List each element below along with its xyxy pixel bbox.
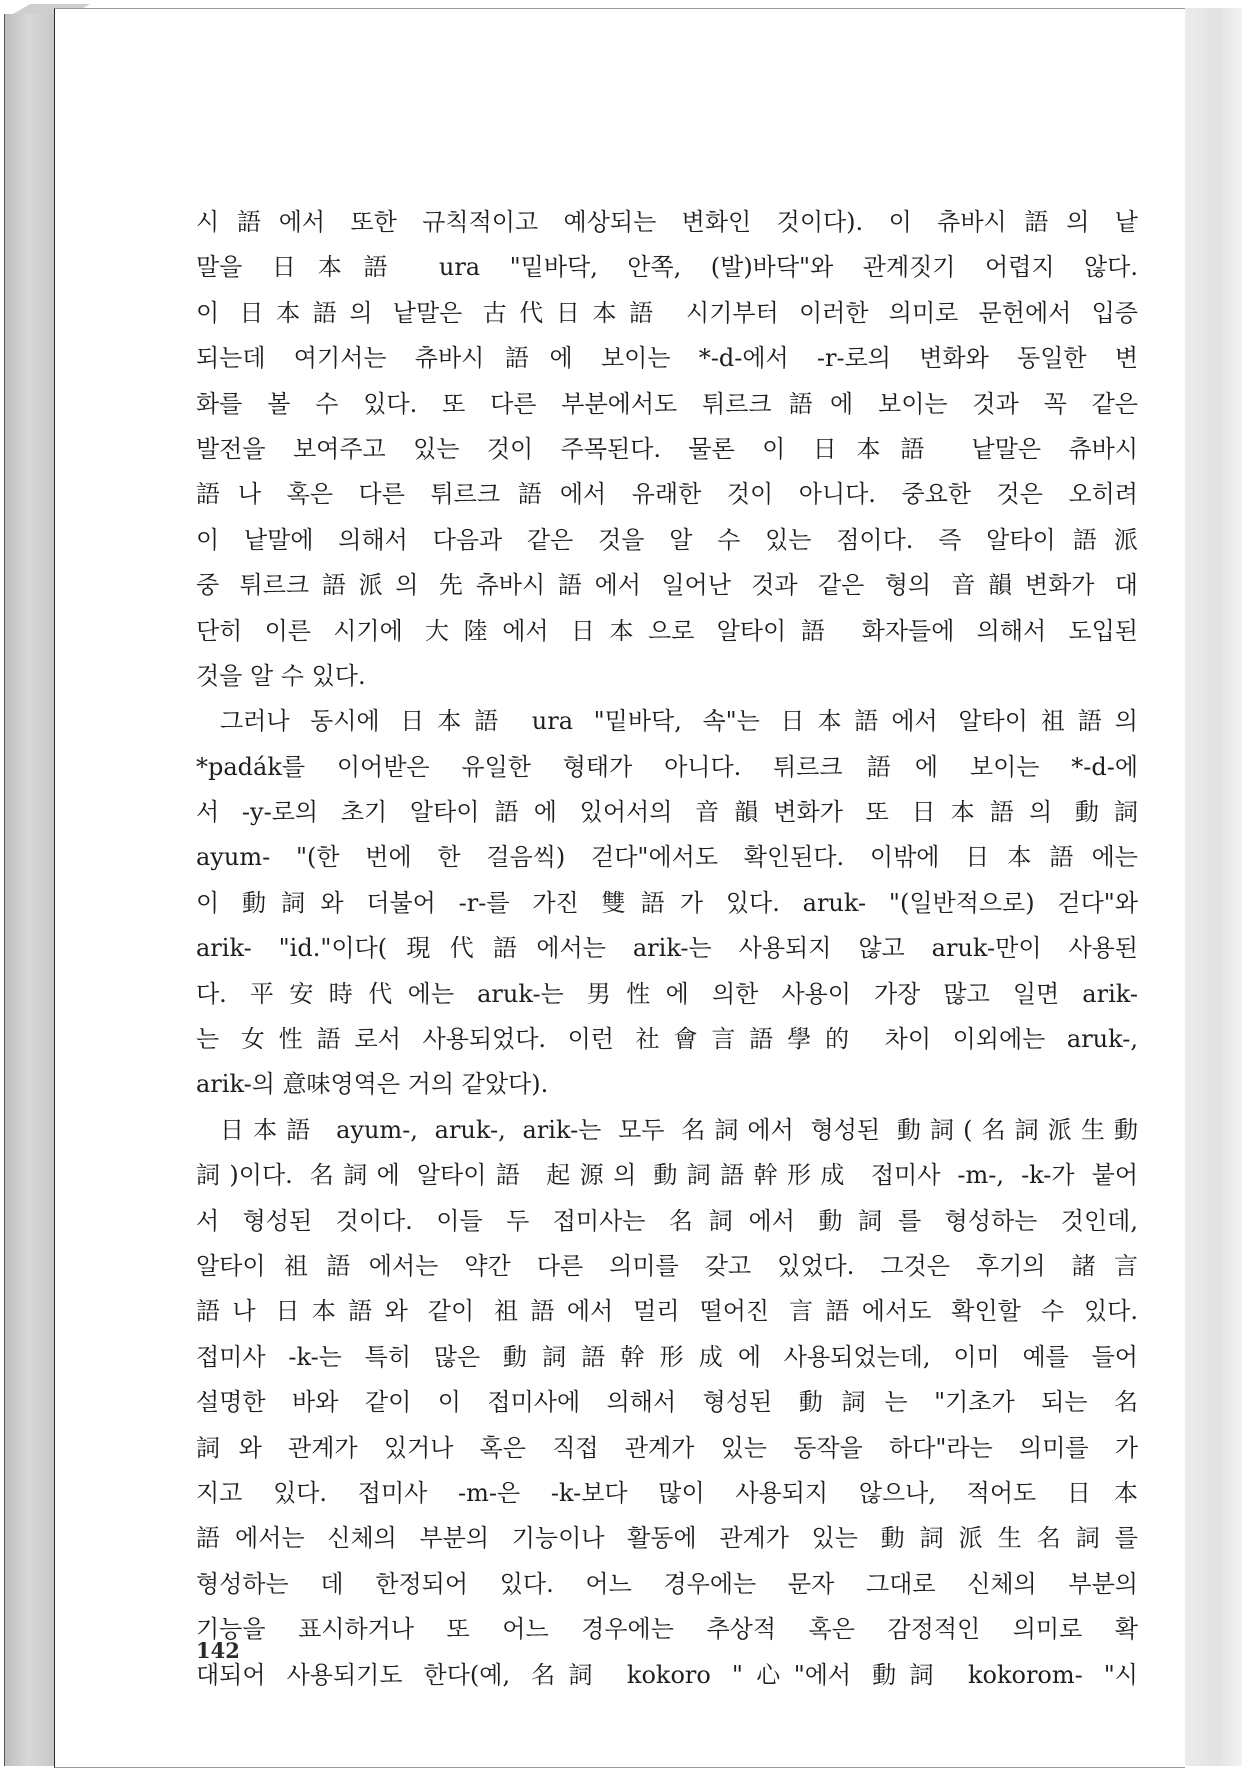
text-line: 이 낱말에 의해서 다음과 같은 것을 알 수 있는 점이다. 즉 알타이語派 [196,525,1138,554]
text-line: ayum- "(한 번에 한 걸음씩) 걷다"에서도 확인된다. 이밖에 日本語에는 [196,843,1138,872]
text-line: 설명한 바와 같이 이 접미사에 의해서 형성된 動詞는 "기초가 되는 名 [196,1388,1138,1417]
page-stack-edge [4,14,58,1766]
text-line: 그러나 동시에 日本語 ura "밑바닥, 속"는 日本語에서 알타이祖語의 [220,707,1138,736]
text-line: arik- "id."이다(現代語에서는 arik-는 사용되지 않고 aruk-만이 사용된 [196,934,1138,963]
text-line: 이 日本語의 낱말은 古代日本語 시기부터 이러한 의미로 문헌에서 입증 [196,298,1138,327]
text-line: 詞와 관계가 있거나 혹은 직접 관계가 있는 동작을 하다"라는 의미를 가 [196,1433,1138,1462]
text-line: 대되어 사용되기도 한다(예, 名詞 kokoro "心"에서 動詞 kokorom- "시 [196,1660,1138,1689]
text-line: 서 -y-로의 초기 알타이語에 있어서의 音韻변화가 또 日本語의 動詞 [196,798,1138,827]
text-line: arik-의 意味영역은 거의 같았다). [196,1070,549,1099]
text-line: 서 형성된 것이다. 이들 두 접미사는 名詞에서 動詞를 형성하는 것인데, [196,1206,1138,1235]
text-line: 것을 알 수 있다. [196,661,366,690]
text-line: 형성하는 데 한정되어 있다. 어느 경우에는 문자 그대로 신체의 부분의 [196,1569,1138,1598]
text-line: 되는데 여기서는 츄바시語에 보이는 *-d-에서 -r-로의 변화와 동일한 변 [196,344,1138,373]
page-number: 142 [196,1638,240,1663]
text-line: 語나 日本語와 같이 祖語에서 멀리 떨어진 言語에서도 확인할 수 있다. [196,1297,1138,1326]
page-right-shadow [1184,8,1242,1766]
text-line: 詞)이다. 名詞에 알타이語 起源의 動詞語幹形成 접미사 -m-, -k-가 붙어 [196,1161,1138,1190]
text-line: 다. 平安時代에는 aruk-는 男性에 의한 사용이 가장 많고 일면 arik- [196,979,1138,1008]
text-line: 화를 볼 수 있다. 또 다른 부분에서도 튀르크語에 보이는 것과 꼭 같은 [196,389,1138,418]
text-line: 기능을 표시하거나 또 어느 경우에는 추상적 혹은 감정적인 의미로 확 [196,1615,1138,1644]
text-line: 지고 있다. 접미사 -m-은 -k-보다 많이 사용되지 않으나, 적어도 日本 [196,1478,1138,1507]
text-line: 시語에서 또한 규칙적이고 예상되는 변화인 것이다). 이 츄바시語의 낱 [196,208,1138,236]
text-line: 말을 日本語 ura "밑바닥, 안쪽, (발)바닥"와 관계짓기 어렵지 않다. [196,253,1138,282]
body-text [196,200,1138,1698]
text-line: 語에서는 신체의 부분의 기능이나 활동에 관계가 있는 動詞派生名詞를 [196,1524,1138,1553]
text-line: 접미사 -k-는 특히 많은 動詞語幹形成에 사용되었는데, 이미 예를 들어 [196,1342,1138,1371]
text-line: 이 動詞와 더불어 -r-를 가진 雙語가 있다. aruk- "(일반적으로) 걷다"와 [196,888,1138,917]
text-line: *padák를 이어받은 유일한 형태가 아니다. 튀르크語에 보이는 *-d-에 [196,752,1138,781]
text-line: 알타이祖語에서는 약간 다른 의미를 갖고 있었다. 그것은 후기의 諸言 [196,1251,1138,1280]
text-line: 발전을 보여주고 있는 것이 주목된다. 물론 이 日本語 낱말은 츄바시 [196,434,1138,463]
text-line: 語나 혹은 다른 튀르크語에서 유래한 것이 아니다. 중요한 것은 오히려 [196,480,1138,509]
text-line: 단히 이른 시기에 大陸에서 日本으로 알타이語 화자들에 의해서 도입된 [196,616,1138,645]
text-line: 日本語 ayum-, aruk-, arik-는 모두 名詞에서 형성된 動詞(名詞派生動 [220,1115,1138,1144]
text-line: 는 女性語로서 사용되었다. 이런 社會言語學的 차이 이외에는 aruk-, [196,1025,1138,1054]
text-line: 중 튀르크語派의 先츄바시語에서 일어난 것과 같은 형의 音韻변화가 대 [196,571,1138,600]
